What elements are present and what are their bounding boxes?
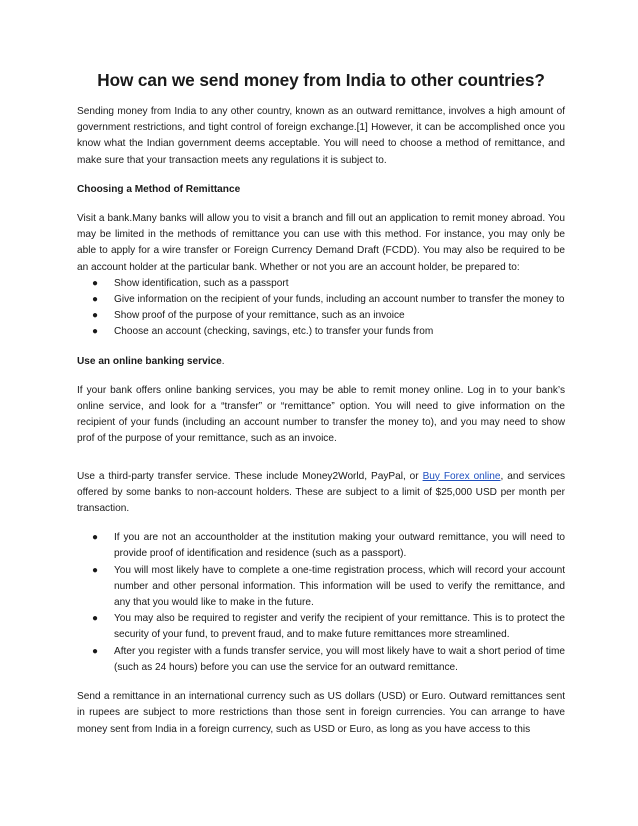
section-heading-choosing-method: Choosing a Method of Remittance [77,183,241,195]
bullet-icon: ● [92,613,99,625]
bullet-icon: ● [92,310,99,322]
visit-bank-paragraph: Visit a bank.Many banks will allow you to visit a branch and fill out an application to remit money abroad. You may be limited in the methods of remittance you can use with this method. For instance, you may only be able to apply for a wire transfer or Foreign Currency Demand Draft (FCDD). You may also be required to be an account holder at the particular bank. Whether or not you are an account holder, be prepared to: [77,213,565,273]
buy-forex-online-link[interactable]: Buy Forex online [422,470,501,482]
bullet-icon: ● [92,564,99,576]
bullet-icon: ● [92,645,99,657]
third-party-list [77,530,565,676]
list-item: ● Give information on the recipient of your funds, including an account number to transfer the money to [114,292,565,308]
bullet-icon: ● [92,277,99,289]
bank-requirements-list [77,276,565,341]
list-item: ● You will most likely have to complete a one-time registration process, which will record your account number and other personal information. This information will be used to verify the remittance, and any that you would like to make in the future. [92,564,565,609]
document-page [77,70,565,738]
list-item: ● Show proof of the purpose of your remittance, such as an invoice [114,308,565,324]
online-banking-paragraph: If your bank offers online banking services, you may be able to remit money online. Log in to your bank’s online service, and look for a “transfer” or “remittance” option. You will need to give information on the recipient of your funds (including an account number to transfer the money to), and you may need to show prof of the purpose of your remittance, such as an invoice. [77,384,565,445]
list-item: ● If you are not an accountholder at the institution making your outward remittance, you will need to provide proof of identification and residence (such as a passport). [92,532,565,560]
currency-paragraph: Send a remittance in an international currency such as US dollars (USD) or Euro. Outward remittances sent in rupees are subject to more restrictions than those sent in foreign currencies. You can arrange to have money sent from India in a foreign currency, such as USD or Euro, as long as you have access to this [77,691,565,735]
bullet-icon: ● [92,326,99,338]
list-item: ● Choose an account (checking, savings, etc.) to transfer your funds from [114,324,565,340]
list-item: ● After you register with a funds transfer service, you will most likely have to wait a short period of time (such as 24 hours) before you can use the service for an outward remittance. [92,645,565,673]
bullet-icon: ● [92,532,99,544]
list-item: ● Show identification, such as a passport [114,276,565,292]
third-party-paragraph: Use a third-party transfer service. These include Money2World, PayPal, or Buy Forex online, and services offered by some banks to non-account holders. These are subject to a limit of $25,000 USD per month per transaction. [77,470,565,515]
list-item: ● You may also be required to register and verify the recipient of your remittance. This is to protect the security of your fund, to prevent fraud, and to make future remittances more streamlined. [92,613,565,641]
section-heading-online-banking: Use an online banking service. [77,355,225,367]
intro-paragraph: Sending money from India to any other country, known as an outward remittance, involves a high amount of government restrictions, and tight control of foreign exchange.[1] However, it can be accomplished once you know what the Indian government deems acceptable. You will need to choose a method of remittance, and make sure that your transaction meets any regulations it is subject to. [77,106,565,166]
bullet-icon: ● [92,294,99,306]
page-title: How can we send money from India to other countries? [97,70,545,90]
